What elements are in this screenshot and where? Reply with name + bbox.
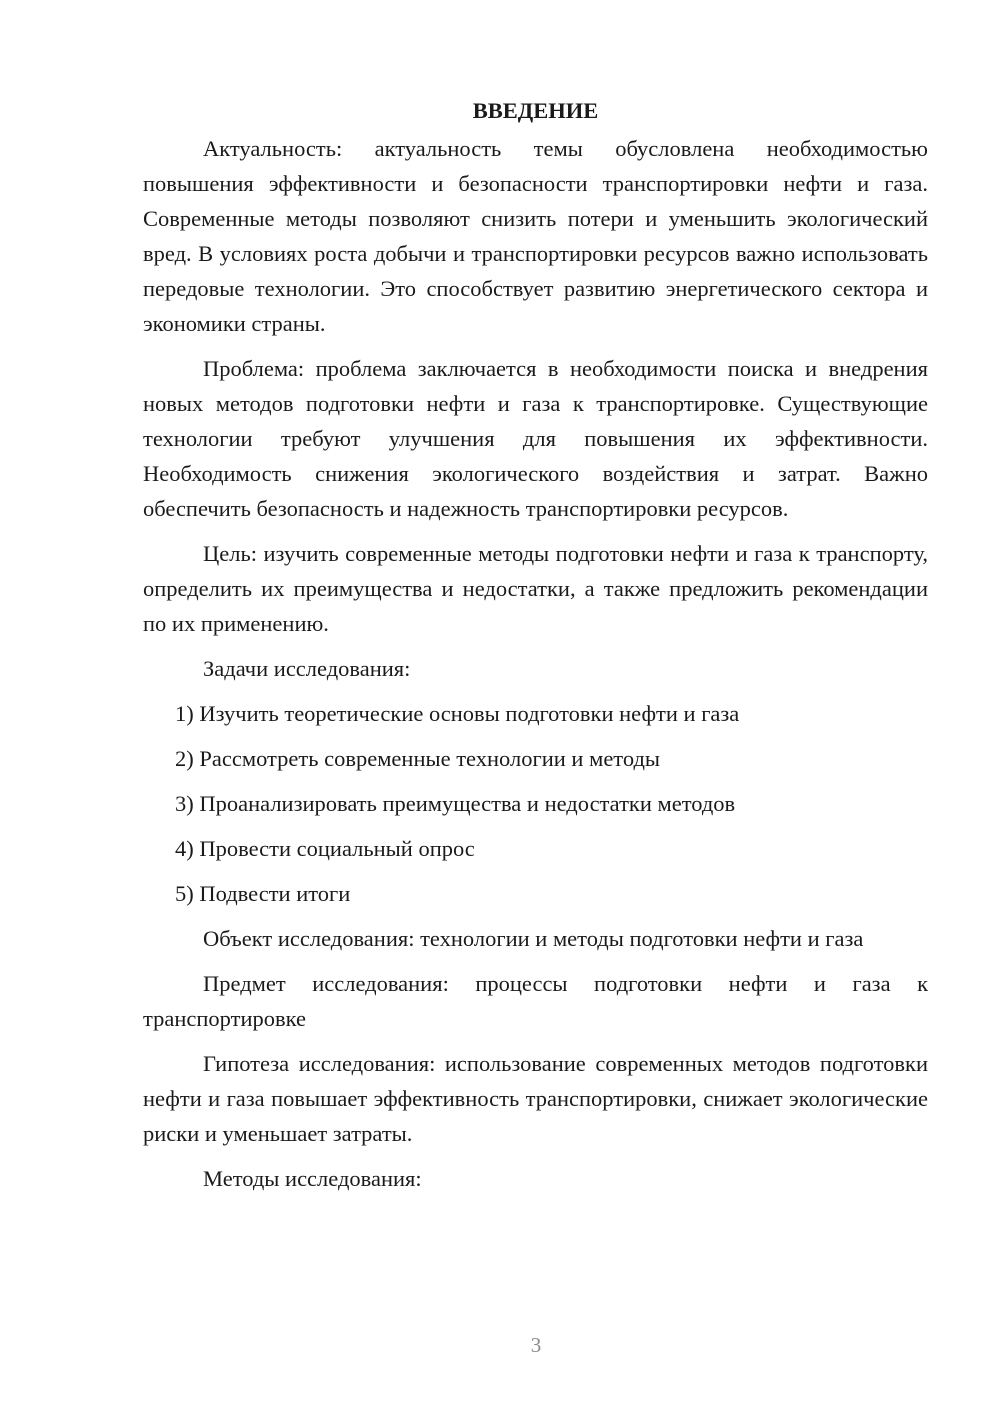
paragraph-problem: Проблема: проблема заключается в необходимости поиска и внедрения новых методов подготовки нефти и газа к транспортировке. Существующие технологии требуют улучшения для повышения их эффективности. Необходимость снижения экологического воздействия и затрат. Важно обеспечить безопасность и надежность транспортировки ресурсов. [143, 356, 928, 521]
list-item: 4) Провести социальный опрос [175, 836, 475, 861]
paragraph-methods: Методы исследования: [203, 1166, 422, 1191]
list-item: 1) Изучить теоретические основы подготовки нефти и газа [175, 701, 740, 726]
paragraph-subject: Предмет исследования: процессы подготовки нефти и газа к транспортировке [143, 971, 928, 1031]
page-number: 3 [530, 1333, 542, 1357]
paragraph-relevance: Актуальность: актуальность темы обусловлена необходимостью повышения эффективности и безопасности транспортировки нефти и газа. Современные методы позволяют снизить потери и уменьшить экологический вред. В условиях роста добычи и транспортировки ресурсов важно использовать передовые технологии. Это способствует развитию энергетического сектора и экономики страны. [143, 136, 928, 336]
list-item: 2) Рассмотреть современные технологии и методы [175, 746, 661, 771]
paragraph-goal: Цель: изучить современные методы подготовки нефти и газа к транспорту, определить их преимущества и недостатки, а также предложить рекомендации по их применению. [143, 541, 928, 636]
list-item: 5) Подвести итоги [175, 881, 351, 906]
paragraph-tasks-intro: Задачи исследования: [203, 656, 411, 681]
document-page [143, 92, 928, 1206]
list-item: 3) Проанализировать преимущества и недостатки методов [175, 791, 736, 816]
tasks-list [143, 696, 928, 911]
paragraph-object: Объект исследования: технологии и методы подготовки нефти и газа [203, 926, 864, 951]
section-heading: ВВЕДЕНИЕ [472, 98, 599, 123]
paragraph-hypothesis: Гипотеза исследования: использование современных методов подготовки нефти и газа повышает эффективность транспортировки, снижает экологические риски и уменьшает затраты. [143, 1051, 928, 1146]
